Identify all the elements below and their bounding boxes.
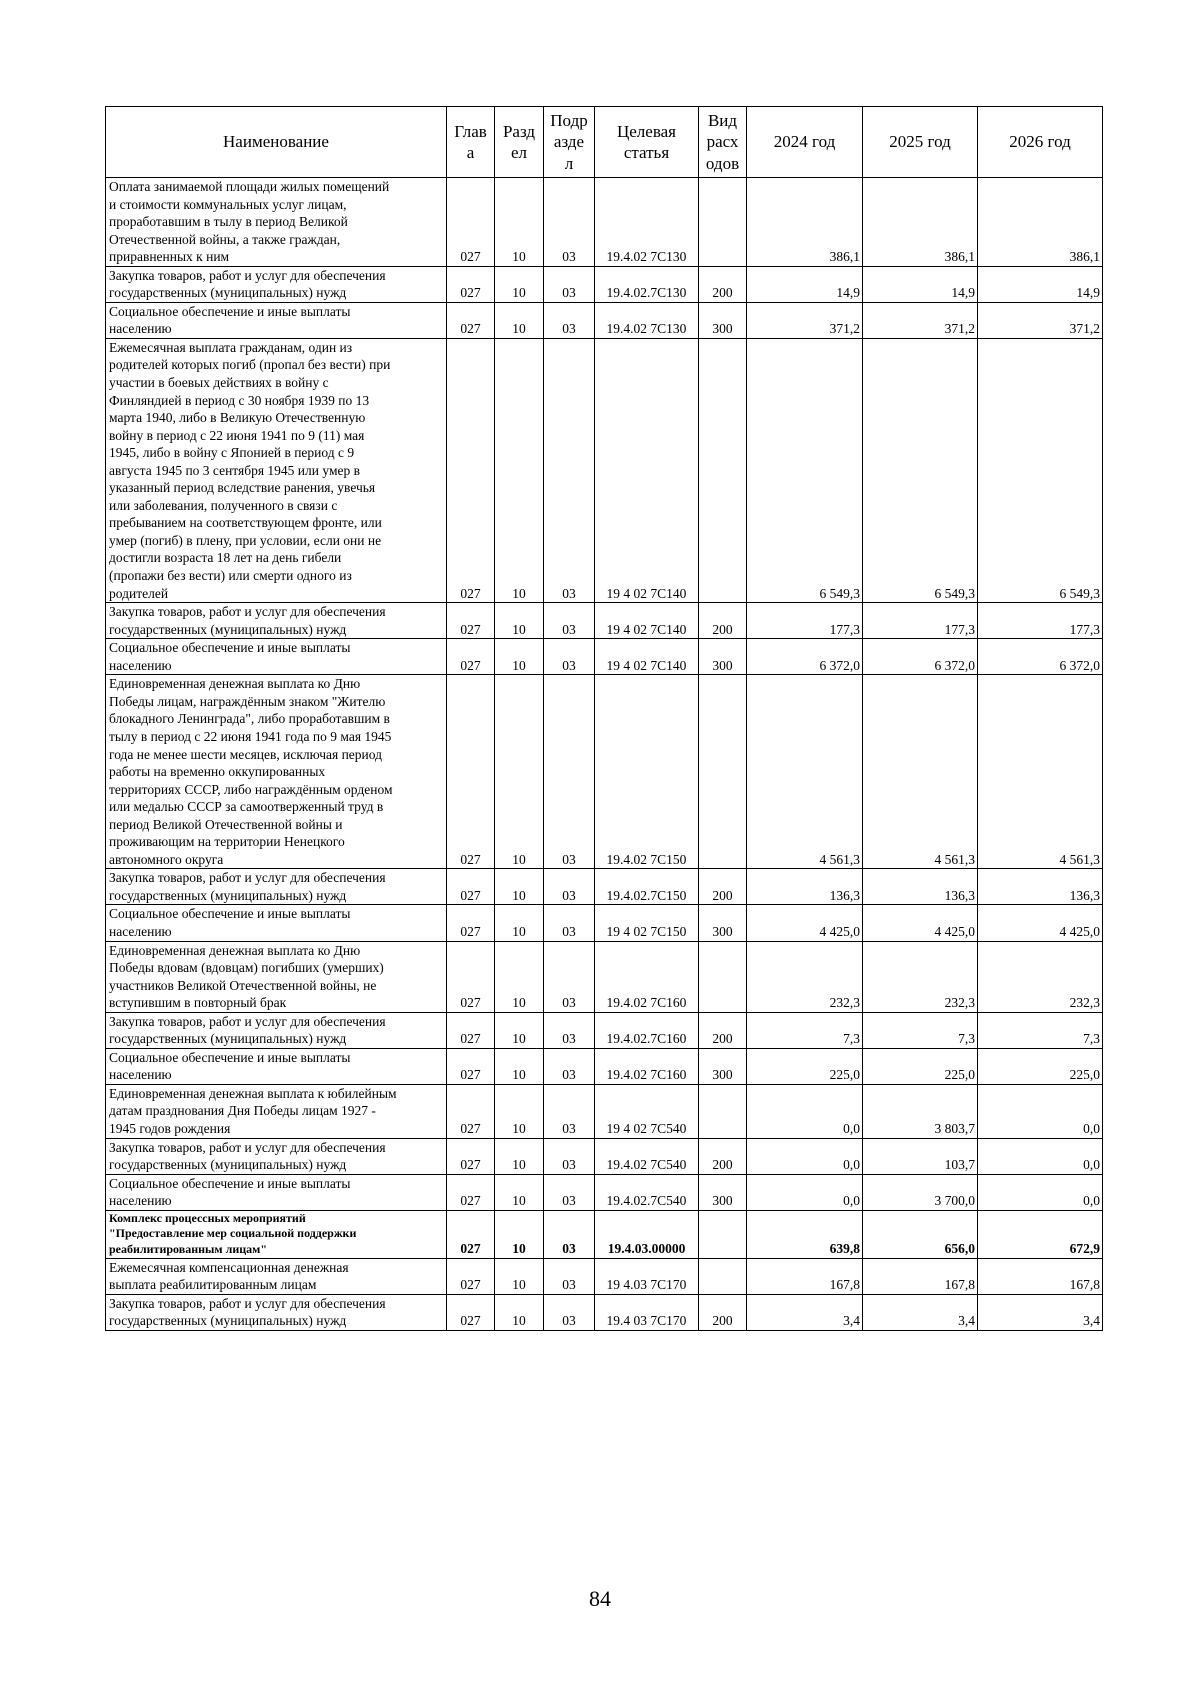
cell-vid: 200: [699, 1012, 747, 1048]
cell-2024: 0,0: [747, 1174, 863, 1210]
cell-name: Единовременная денежная выплата ко Дню Победы вдовам (вдовцам) погибших (умерших) участников Великой Отечественной войны, не вступившим в повторный брак: [106, 941, 447, 1012]
cell-2025: 177,3: [863, 603, 978, 639]
cell-podrazdel: 03: [544, 1048, 595, 1084]
cell-target: 19.4.02.7С150: [595, 869, 699, 905]
table-row: [106, 1294, 1103, 1330]
header-2025: 2025 год: [863, 107, 978, 178]
cell-target: 19.4.02.7С130: [595, 266, 699, 302]
cell-2025: 3 700,0: [863, 1174, 978, 1210]
cell-2026: 225,0: [978, 1048, 1103, 1084]
cell-podrazdel: 03: [544, 941, 595, 1012]
table-body: [106, 178, 1103, 1331]
cell-vid: [699, 338, 747, 602]
cell-podrazdel: 03: [544, 1084, 595, 1138]
cell-2024: 639,8: [747, 1210, 863, 1258]
cell-2026: 167,8: [978, 1258, 1103, 1294]
cell-glava: 027: [447, 639, 495, 675]
cell-razdel: 10: [495, 675, 544, 869]
cell-2024: 177,3: [747, 603, 863, 639]
header-row: [106, 107, 1103, 178]
cell-name: Закупка товаров, работ и услуг для обеспечения государственных (муниципальных) нужд: [106, 1138, 447, 1174]
cell-2025: 167,8: [863, 1258, 978, 1294]
cell-target: 19.4.02 7С130: [595, 178, 699, 267]
cell-glava: 027: [447, 338, 495, 602]
cell-2026: 3,4: [978, 1294, 1103, 1330]
cell-2024: 232,3: [747, 941, 863, 1012]
cell-razdel: 10: [495, 338, 544, 602]
cell-2024: 167,8: [747, 1258, 863, 1294]
cell-razdel: 10: [495, 1210, 544, 1258]
cell-2025: 136,3: [863, 869, 978, 905]
cell-target: 19.4 03 7С170: [595, 1294, 699, 1330]
header-podrazdel: Подр азде л: [544, 107, 595, 178]
cell-vid: 200: [699, 1138, 747, 1174]
cell-2024: 4 425,0: [747, 905, 863, 941]
cell-razdel: 10: [495, 639, 544, 675]
cell-podrazdel: 03: [544, 1012, 595, 1048]
cell-name: Ежемесячная выплата гражданам, один из родителей которых погиб (пропал без вести) при участии в боевых действиях в войну с Финляндией в период с 30 ноября 1939 по 13 марта 1940, либо в Великую Отечественную войну в период с 22 июня 1941 по 9 (11) мая 1945, либо в войну с Японией в период с 9 августа 1945 по 3 сентября 1945 или умер в указанный период вследствие ранения, увечья или заболевания, полученного в связи с пребыванием на соответствующем фронте, или умер (погиб) в плену, при условии, если они не достигли возраста 18 лет на день гибели (пропажи без вести) или смерти одного из родителей: [106, 338, 447, 602]
cell-podrazdel: 03: [544, 1258, 595, 1294]
cell-2026: 0,0: [978, 1138, 1103, 1174]
cell-name: Социальное обеспечение и иные выплаты населению: [106, 1048, 447, 1084]
table-row: [106, 1138, 1103, 1174]
table-row: [106, 1174, 1103, 1210]
cell-razdel: 10: [495, 1012, 544, 1048]
cell-2024: 6 549,3: [747, 338, 863, 602]
cell-target: 19.4.03.00000: [595, 1210, 699, 1258]
cell-target: 19.4.02.7С540: [595, 1174, 699, 1210]
cell-target: 19.4.02 7С160: [595, 1048, 699, 1084]
table-row: [106, 1084, 1103, 1138]
table-row: [106, 941, 1103, 1012]
cell-2024: 3,4: [747, 1294, 863, 1330]
cell-glava: 027: [447, 869, 495, 905]
cell-vid: [699, 1084, 747, 1138]
cell-2025: 7,3: [863, 1012, 978, 1048]
table-row: [106, 905, 1103, 941]
cell-target: 19 4 02 7С150: [595, 905, 699, 941]
cell-target: 19.4.02 7С160: [595, 941, 699, 1012]
cell-glava: 027: [447, 1084, 495, 1138]
cell-vid: 200: [699, 603, 747, 639]
cell-razdel: 10: [495, 905, 544, 941]
cell-2024: 7,3: [747, 1012, 863, 1048]
table-row: [106, 302, 1103, 338]
header-razdel: Разд ел: [495, 107, 544, 178]
cell-2024: 14,9: [747, 266, 863, 302]
table-row: [106, 869, 1103, 905]
cell-target: 19 4.03 7С170: [595, 1258, 699, 1294]
cell-2024: 0,0: [747, 1138, 863, 1174]
cell-podrazdel: 03: [544, 1138, 595, 1174]
cell-razdel: 10: [495, 1174, 544, 1210]
cell-glava: 027: [447, 178, 495, 267]
cell-2024: 371,2: [747, 302, 863, 338]
cell-glava: 027: [447, 1210, 495, 1258]
cell-vid: [699, 675, 747, 869]
cell-name: Закупка товаров, работ и услуг для обеспечения государственных (муниципальных) нужд: [106, 1012, 447, 1048]
cell-podrazdel: 03: [544, 869, 595, 905]
cell-vid: 300: [699, 1174, 747, 1210]
table-row: [106, 639, 1103, 675]
cell-vid: 300: [699, 302, 747, 338]
cell-2026: 4 561,3: [978, 675, 1103, 869]
cell-2025: 4 561,3: [863, 675, 978, 869]
cell-glava: 027: [447, 302, 495, 338]
cell-glava: 027: [447, 603, 495, 639]
cell-vid: 300: [699, 639, 747, 675]
cell-podrazdel: 03: [544, 1294, 595, 1330]
cell-2026: 232,3: [978, 941, 1103, 1012]
cell-glava: 027: [447, 905, 495, 941]
cell-vid: 300: [699, 1048, 747, 1084]
cell-2025: 371,2: [863, 302, 978, 338]
cell-name: Оплата занимаемой площади жилых помещений и стоимости коммунальных услуг лицам, проработавшим в тылу в период Великой Отечественной войны, а также граждан, приравненных к ним: [106, 178, 447, 267]
cell-podrazdel: 03: [544, 639, 595, 675]
cell-target: 19 4 02 7С140: [595, 639, 699, 675]
budget-table: [105, 106, 1103, 1331]
cell-podrazdel: 03: [544, 302, 595, 338]
cell-podrazdel: 03: [544, 266, 595, 302]
header-target: Целевая статья: [595, 107, 699, 178]
cell-razdel: 10: [495, 302, 544, 338]
cell-podrazdel: 03: [544, 1174, 595, 1210]
cell-target: 19 4 02 7С540: [595, 1084, 699, 1138]
header-2024: 2024 год: [747, 107, 863, 178]
cell-vid: 200: [699, 1294, 747, 1330]
header-name: Наименование: [106, 107, 447, 178]
cell-podrazdel: 03: [544, 675, 595, 869]
cell-2025: 4 425,0: [863, 905, 978, 941]
cell-2025: 14,9: [863, 266, 978, 302]
cell-2026: 6 549,3: [978, 338, 1103, 602]
page-number: 84: [589, 1586, 611, 1611]
cell-2026: 4 425,0: [978, 905, 1103, 941]
cell-2024: 225,0: [747, 1048, 863, 1084]
table-row: [106, 338, 1103, 602]
cell-glava: 027: [447, 1138, 495, 1174]
cell-razdel: 10: [495, 266, 544, 302]
cell-target: 19 4 02 7С140: [595, 338, 699, 602]
cell-name: Закупка товаров, работ и услуг для обеспечения государственных (муниципальных) нужд: [106, 869, 447, 905]
cell-2025: 3,4: [863, 1294, 978, 1330]
cell-2026: 0,0: [978, 1084, 1103, 1138]
header-vid: Вид расх одов: [699, 107, 747, 178]
cell-name: Единовременная денежная выплата ко Дню Победы лицам, награждённым знаком "Жителю блокадного Ленинграда", либо проработавшим в тылу в период с 22 июня 1941 года по 9 мая 1945 года не менее шести месяцев, исключая период работы на временно оккупированных территориях СССР, либо награждённым орденом или медалью СССР за самоотверженный труд в период Великой Отечественной войны и проживающим на территории Ненецкого автономного округа: [106, 675, 447, 869]
cell-2025: 3 803,7: [863, 1084, 978, 1138]
cell-glava: 027: [447, 1174, 495, 1210]
cell-2024: 6 372,0: [747, 639, 863, 675]
cell-2025: 225,0: [863, 1048, 978, 1084]
cell-2025: 6 372,0: [863, 639, 978, 675]
cell-razdel: 10: [495, 603, 544, 639]
cell-vid: [699, 178, 747, 267]
cell-razdel: 10: [495, 1258, 544, 1294]
cell-name: Единовременная денежная выплата к юбилейным датам празднования Дня Победы лицам 1927 - 1945 годов рождения: [106, 1084, 447, 1138]
cell-podrazdel: 03: [544, 1210, 595, 1258]
table-row: [106, 675, 1103, 869]
cell-2026: 177,3: [978, 603, 1103, 639]
cell-2025: 232,3: [863, 941, 978, 1012]
cell-vid: [699, 941, 747, 1012]
cell-target: 19.4.02 7С540: [595, 1138, 699, 1174]
cell-name: Социальное обеспечение и иные выплаты населению: [106, 302, 447, 338]
cell-podrazdel: 03: [544, 905, 595, 941]
cell-name: Социальное обеспечение и иные выплаты населению: [106, 1174, 447, 1210]
cell-2025: 6 549,3: [863, 338, 978, 602]
cell-razdel: 10: [495, 178, 544, 267]
cell-vid: 200: [699, 869, 747, 905]
cell-target: 19 4 02 7С140: [595, 603, 699, 639]
table-row: [106, 1210, 1103, 1258]
cell-2024: 0,0: [747, 1084, 863, 1138]
cell-razdel: 10: [495, 1048, 544, 1084]
cell-razdel: 10: [495, 1084, 544, 1138]
cell-2025: 656,0: [863, 1210, 978, 1258]
table-row: [106, 603, 1103, 639]
cell-glava: 027: [447, 675, 495, 869]
cell-2026: 386,1: [978, 178, 1103, 267]
cell-vid: 200: [699, 266, 747, 302]
cell-2026: 136,3: [978, 869, 1103, 905]
cell-razdel: 10: [495, 869, 544, 905]
cell-podrazdel: 03: [544, 603, 595, 639]
cell-glava: 027: [447, 1048, 495, 1084]
cell-target: 19.4.02 7С150: [595, 675, 699, 869]
table-row: [106, 266, 1103, 302]
header-glava: Глав а: [447, 107, 495, 178]
cell-name: Комплекс процессных мероприятий "Предоставление мер социальной поддержки реабилитированным лицам": [106, 1210, 447, 1258]
cell-2026: 672,9: [978, 1210, 1103, 1258]
cell-2026: 6 372,0: [978, 639, 1103, 675]
cell-2026: 0,0: [978, 1174, 1103, 1210]
cell-vid: 300: [699, 905, 747, 941]
cell-name: Закупка товаров, работ и услуг для обеспечения государственных (муниципальных) нужд: [106, 266, 447, 302]
table-row: [106, 1258, 1103, 1294]
cell-target: 19.4.02 7С130: [595, 302, 699, 338]
table-row: [106, 178, 1103, 267]
cell-2026: 14,9: [978, 266, 1103, 302]
cell-podrazdel: 03: [544, 338, 595, 602]
cell-glava: 027: [447, 1012, 495, 1048]
cell-name: Ежемесячная компенсационная денежная выплата реабилитированным лицам: [106, 1258, 447, 1294]
cell-name: Социальное обеспечение и иные выплаты населению: [106, 905, 447, 941]
cell-glava: 027: [447, 1294, 495, 1330]
cell-glava: 027: [447, 941, 495, 1012]
table-row: [106, 1012, 1103, 1048]
cell-2025: 103,7: [863, 1138, 978, 1174]
cell-name: Закупка товаров, работ и услуг для обеспечения государственных (муниципальных) нужд: [106, 603, 447, 639]
cell-vid: [699, 1210, 747, 1258]
cell-vid: [699, 1258, 747, 1294]
cell-podrazdel: 03: [544, 178, 595, 267]
header-2026: 2026 год: [978, 107, 1103, 178]
cell-razdel: 10: [495, 941, 544, 1012]
cell-razdel: 10: [495, 1294, 544, 1330]
cell-glava: 027: [447, 1258, 495, 1294]
cell-razdel: 10: [495, 1138, 544, 1174]
cell-glava: 027: [447, 266, 495, 302]
cell-2024: 4 561,3: [747, 675, 863, 869]
cell-2026: 371,2: [978, 302, 1103, 338]
cell-2025: 386,1: [863, 178, 978, 267]
table-row: [106, 1048, 1103, 1084]
cell-2024: 386,1: [747, 178, 863, 267]
cell-2026: 7,3: [978, 1012, 1103, 1048]
cell-2024: 136,3: [747, 869, 863, 905]
cell-name: Закупка товаров, работ и услуг для обеспечения государственных (муниципальных) нужд: [106, 1294, 447, 1330]
cell-name: Социальное обеспечение и иные выплаты населению: [106, 639, 447, 675]
cell-target: 19.4.02.7С160: [595, 1012, 699, 1048]
